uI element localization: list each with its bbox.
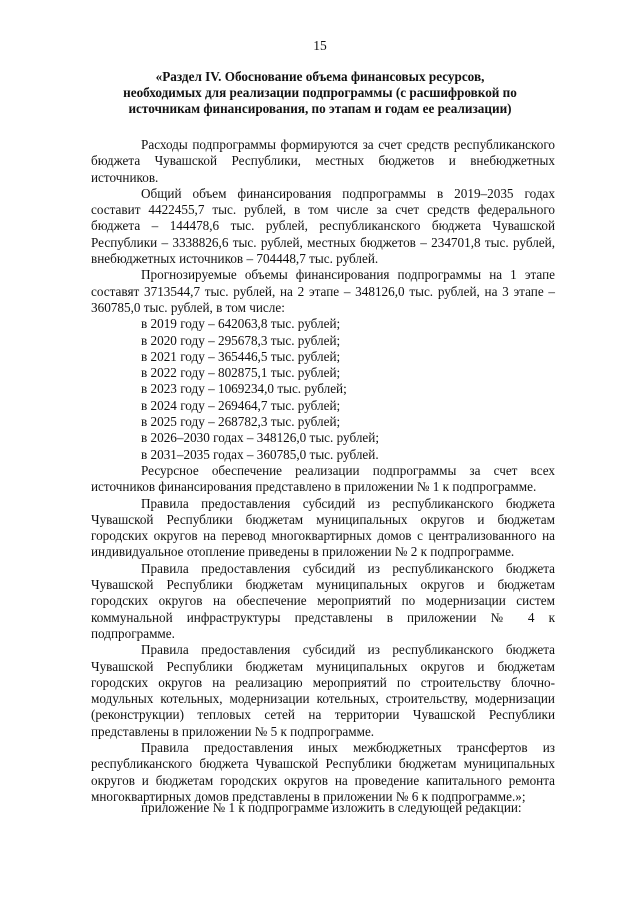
list-item-2021: в 2021 году – 365446,5 тыс. рублей; bbox=[141, 348, 341, 364]
list-item-2019: в 2019 году – 642063,8 тыс. рублей; bbox=[141, 316, 341, 332]
paragraph-resource-provision: Ресурсное обеспечение реализации подпрограммы за счет всех источников финансирования представлено в приложении № 1 к подпрограмме. bbox=[91, 462, 555, 495]
paragraph-sources: Расходы подпрограммы формируются за счет средств республиканского бюджета Чувашской Республики, местных бюджетов и внебюджетных источников. bbox=[91, 137, 555, 185]
paragraph-stages: Прогнозируемые объемы финансирования подпрограммы на 1 этапе составят 3713544,7 тыс. рублей, на 2 этапе – 348126,0 тыс. рублей, на 3 этапе – 360785,0 тыс. рублей, в том числе: bbox=[91, 267, 555, 315]
list-item-2031-2035: в 2031–2035 годах – 360785,0 тыс. рублей. bbox=[141, 446, 379, 462]
section-heading: «Раздел IV. Обоснование объема финансовых ресурсов, необходимых для реализации подпрограммы (с расшифровкой по источникам финансирования, по этапам и годам ее реализации) bbox=[123, 69, 517, 116]
paragraph-total-volume: Общий объем финансирования подпрограммы в 2019–2035 годах составит 4422455,7 тыс. рублей, в том числе за счет средств федерального бюджета – 144478,6 тыс. рублей, республиканского бюджета Чувашской Республики – 3338826,6 тыс. рублей, местных бюджетов – 234701,8 тыс. рублей, внебюджетных источников – 704448,7 тыс. рублей. bbox=[91, 185, 555, 267]
page-number: 15 bbox=[313, 38, 327, 53]
list-item-2024: в 2024 году – 269464,7 тыс. рублей; bbox=[141, 397, 341, 413]
paragraph-rules-appendix-6: Правила предоставления иных межбюджетных трансфертов из республиканского бюджета Чувашской Республики бюджетам муниципальных округов и бюджетам городских округов на проведение капитального ремонта многоквартирных домов представлены в приложении № 6 к подпрограмме.»; bbox=[91, 739, 555, 804]
list-item-2020: в 2020 году – 295678,3 тыс. рублей; bbox=[141, 332, 341, 348]
list-item-2022: в 2022 году – 802875,1 тыс. рублей; bbox=[141, 365, 341, 381]
list-item-2026-2030: в 2026–2030 годах – 348126,0 тыс. рублей; bbox=[141, 430, 379, 446]
paragraph-rules-appendix-2: Правила предоставления субсидий из республиканского бюджета Чувашской Республики бюджетам муниципальных округов и бюджетам городских округов на перевод многоквартирных домов с централизованного на индивидуальное отопление приведены в приложении № 2 к подпрограмме. bbox=[91, 495, 555, 560]
list-item-2025: в 2025 году – 268782,3 тыс. рублей; bbox=[141, 414, 341, 430]
document-body bbox=[91, 137, 555, 805]
paragraph-rules-appendix-4: Правила предоставления субсидий из республиканского бюджета Чувашской Республики бюджетам муниципальных округов и бюджетам городских округов на обеспечение мероприятий по модернизации систем коммунальной инфраструктуры представлены в приложении № 4 к подпрограмме. bbox=[91, 560, 555, 641]
appendix-instruction: приложение № 1 к подпрограмме изложить в следующей редакции: bbox=[141, 800, 522, 815]
paragraph-rules-appendix-5: Правила предоставления субсидий из республиканского бюджета Чувашской Республики бюджетам муниципальных округов и бюджетам городских округов на реализацию мероприятий по строительству блочно-модульных котельных, модернизации котельных, строительству, модернизации (реконструкции) тепловых сетей на территории Чувашской Республики представлены в приложении № 5 к подпрограмме. bbox=[91, 642, 555, 739]
list-item-2023: в 2023 году – 1069234,0 тыс. рублей; bbox=[141, 381, 347, 397]
